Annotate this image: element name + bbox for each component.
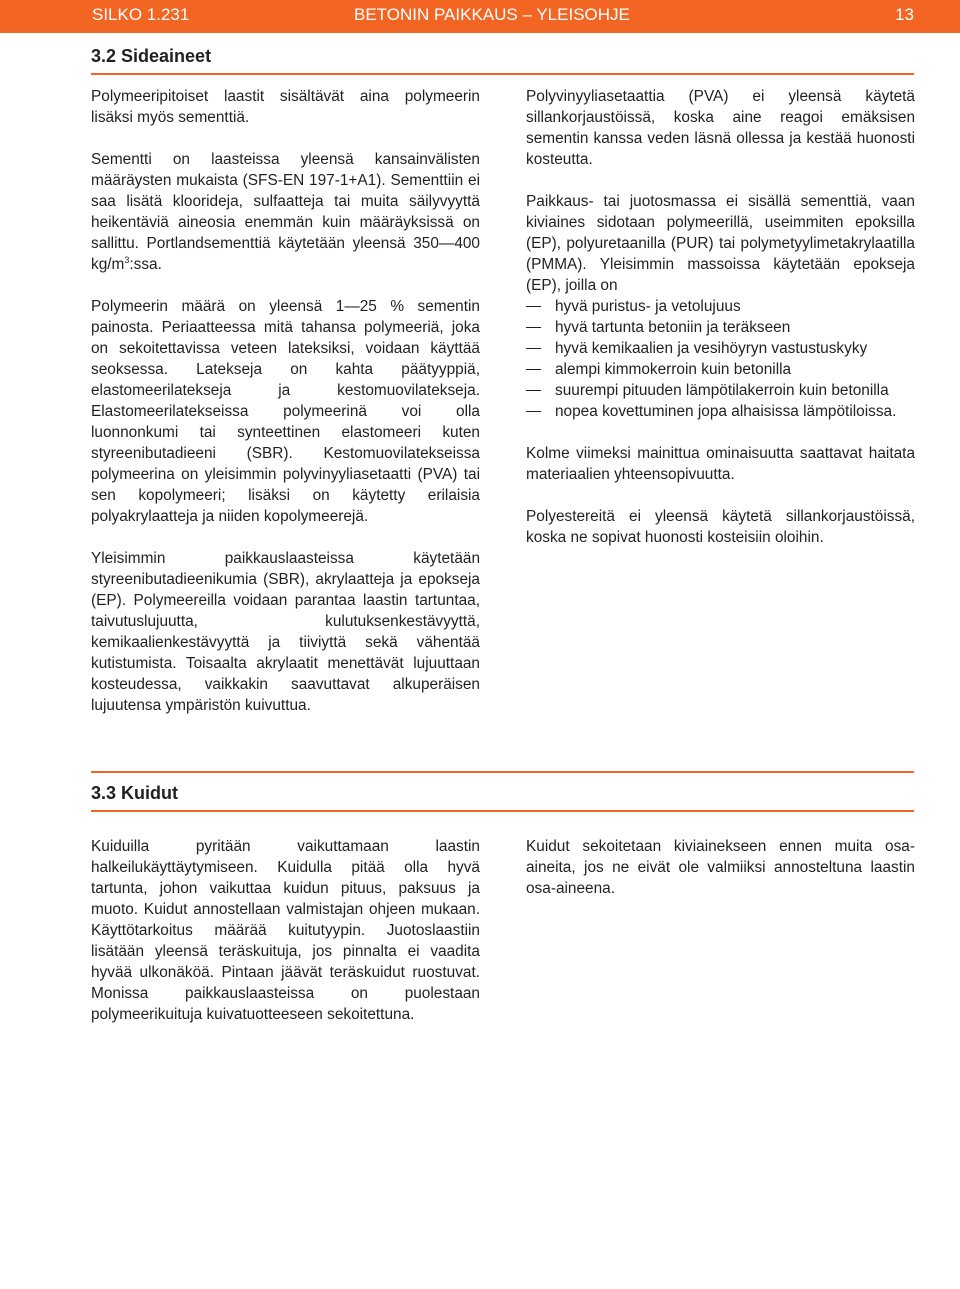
section-divider <box>91 771 914 773</box>
section-33-left-column <box>91 836 480 1046</box>
list-item: alempi kimmokerroin kuin betonilla <box>526 359 915 380</box>
paragraph: Polyvinyyliasetaattia (PVA) ei yleensä käytetä sillankorjaustöissä, koska aine reagoi emäksisen sementin kanssa veden läsnä ollessa ja kestää huonosti kosteutta. <box>526 88 915 168</box>
list-item: nopea kovettuminen jopa alhaisissa lämpötiloissa. <box>526 401 915 422</box>
list-item: suurempi pituuden lämpötilakerroin kuin betonilla <box>526 380 915 401</box>
paragraph: Paikkaus- tai juotosmassa ei sisällä sementtiä, vaan kiviaines sidotaan polymeerillä, useimmiten epoksilla (EP), polyuretaanilla (PUR) tai polymetyylimetakrylaatilla (PMMA). Yleisimmin massoissa käytetään epokseja (EP), joilla on <box>526 193 915 294</box>
properties-list <box>526 296 915 422</box>
section-32-left-column <box>91 86 480 737</box>
paragraph: Sementti on laasteissa yleensä kansainvälisten määräysten mukaista (SFS-EN 197-1+A1). Sementtiin ei saa lisätä kloorideja, sulfaatteja tai muita säilyvyyttä heikentäviä aineosia enemmän kuin määräyksissä on sallittu. Portlandsementtiä käytetään yleensä 350—400 $kg/m^3:ssa$. <box>91 151 480 273</box>
paragraph: Kuidut sekoitetaan kiviainekseen ennen muita osa-aineita, jos ne eivät ole valmiiksi annosteltuna laastin osa-aineena. <box>526 838 915 897</box>
page-header-bar <box>0 0 960 33</box>
paragraph: Kuiduilla pyritään vaikuttamaan laastin halkeilukäyttäytymiseen. Kuidulla pitää olla hyvä tartunta, johon vaikuttaa kuidun pituus, paksuus ja muoto. Kuidut annostellaan valmistajan ohjeen mukaan. Käyttötarkoitus määrää kuitutyypin. Juotoslaastiin lisätään yleensä teräskuituja, jos pinnalta ei vaadita hyvää ulkonäköä. Pintaan jäävät teräskuidut ruostuvat. Monissa paikkauslaasteissa on puolestaan polymeerikuituja kuivatuotteeseen sekoitettuna. <box>91 838 480 1023</box>
header-document-title: BETONIN PAIKKAUS – YLEISOHJE <box>354 5 630 24</box>
list-item: hyvä tartunta betoniin ja teräkseen <box>526 317 915 338</box>
paragraph: Polyestereitä ei yleensä käytetä sillankorjaustöissä, koska ne sopivat huonosti kosteisiin oloihin. <box>526 508 915 546</box>
list-item: hyvä kemikaalien ja vesihöyryn vastustuskyky <box>526 338 915 359</box>
section-33-right-column <box>526 836 915 920</box>
section-divider <box>91 73 914 75</box>
section-32-right-column <box>526 86 915 569</box>
header-document-code: SILKO 1.231 <box>92 5 190 24</box>
paragraph: Polymeeripitoiset laastit sisältävät aina polymeerin lisäksi myös sementtiä. <box>91 88 480 126</box>
page-number: 13 <box>895 5 914 24</box>
section-title-kuidut: 3.3 Kuidut <box>91 783 179 803</box>
list-item: hyvä puristus- ja vetolujuus <box>526 296 915 317</box>
section-divider <box>91 810 914 812</box>
paragraph: Yleisimmin paikkauslaasteissa käytetään styreenibutadieenikumia (SBR), akrylaatteja ja epokseja (EP). Polymeereilla voidaan parantaa laastin tartuntaa, taivutuslujuutta, kulutuksenkestävyyttä, kemikaalienkestävyyttä ja tiiviyttä sekä vähentää kutistumista. Toisaalta akrylaatit menettävät lujuuttaan kosteudessa, vaikkakin saavuttavat alkuperäisen lujuutensa ympäristön kuivuttua. <box>91 550 480 714</box>
section-title-sideaineet: 3.2 Sideaineet <box>91 46 212 66</box>
paragraph: Polymeerin määrä on yleensä 1—25 % sementin painosta. Periaatteessa mitä tahansa polymeeriä, joka on sekoitettavissa veteen lateksiksi, voidaan käyttää seoksessa. Latekseja on kahta päätyyppiä, elastomeerilatekseja ja kestomuovilatekseja. Elastomeerilatekseissa polymeerinä voi olla luonnonkumi tai synteettinen elastomeeri kuten styreenibutadieeni (SBR). Kestomuovilatekseissa polymeerina on yleisimmin polyvinyyliasetaatti (PVA) tai sen kopolymeeri; lisäksi on käytetty erilaisia polyakrylaatteja ja niiden kopolymeerejä. <box>91 298 480 525</box>
paragraph: Kolme viimeksi mainittua ominaisuutta saattavat haitata materiaalien yhteensopivuutta. <box>526 445 915 483</box>
